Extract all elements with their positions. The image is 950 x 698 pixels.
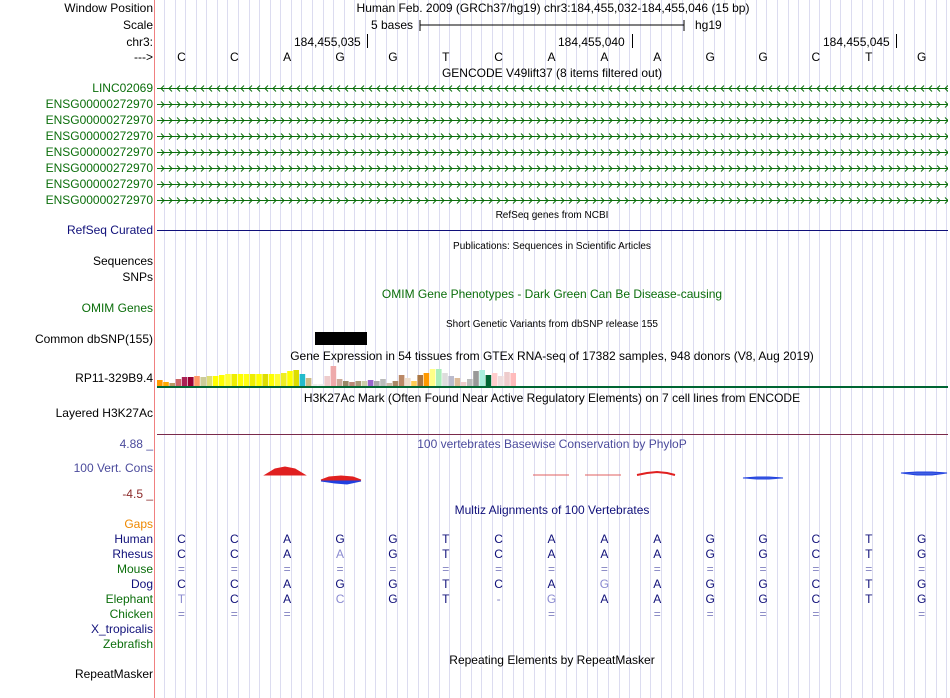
window-position-value: Human Feb. 2009 (GRCh37/hg19) chr3:184,455,032-184,455,046 (15 bp) — [356, 1, 750, 15]
phylop-label[interactable]: 100 Vert. Cons — [73, 461, 153, 475]
gtex-tissue-bar[interactable] — [287, 371, 293, 386]
gencode-track-label[interactable]: ENSG00000272970 — [45, 113, 153, 127]
multiz-species-label[interactable]: Rhesus — [112, 547, 153, 561]
position-tick-1: 184,455,035 — [294, 35, 361, 49]
multiz-base: A — [600, 547, 609, 561]
reference-base: C — [494, 50, 503, 64]
gtex-tissue-bar[interactable] — [399, 375, 405, 386]
multiz-species-label[interactable]: Chicken — [109, 607, 153, 621]
publications-snps-label[interactable]: SNPs — [122, 270, 153, 284]
position-tick-mark-3 — [896, 34, 897, 48]
multiz-base: = — [759, 562, 767, 576]
multiz-base: = — [918, 607, 926, 621]
h3k27ac-label[interactable]: Layered H3K27Ac — [55, 406, 153, 420]
multiz-base: = — [812, 562, 820, 576]
gtex-tissue-bar[interactable] — [213, 376, 219, 386]
gtex-tissue-bar[interactable] — [300, 374, 306, 386]
gtex-tissue-bar[interactable] — [293, 370, 299, 386]
multiz-base: G — [916, 592, 927, 606]
multiz-base: G — [388, 592, 398, 606]
scale-label: Scale — [122, 18, 153, 32]
gtex-tissue-bar[interactable] — [486, 375, 492, 386]
gencode-track-label[interactable]: ENSG00000272970 — [45, 97, 153, 111]
gencode-track-label[interactable]: LINC02069 — [92, 81, 153, 95]
reference-base: T — [442, 50, 450, 64]
multiz-base: C — [494, 547, 503, 561]
dbsnp-variant-block[interactable] — [315, 332, 367, 345]
multiz-base: C — [229, 592, 239, 606]
multiz-base: A — [547, 577, 556, 591]
gtex-tissue-bar[interactable] — [467, 379, 473, 386]
gtex-tissue-bar[interactable] — [324, 376, 330, 386]
multiz-base: A — [600, 592, 609, 606]
reference-base: A — [283, 50, 292, 64]
reference-base: C — [811, 50, 821, 64]
multiz-base: C — [229, 577, 239, 591]
multiz-base: = — [442, 562, 450, 576]
gencode-track-feature[interactable] — [157, 83, 948, 94]
gtex-tissue-bar[interactable] — [194, 376, 200, 386]
gencode-track-feature[interactable] — [157, 131, 948, 142]
multiz-base: C — [335, 592, 345, 606]
multiz-base: G — [705, 547, 715, 561]
multiz-base: T — [865, 592, 873, 606]
multiz-base: G — [599, 577, 610, 591]
multiz-base: A — [653, 577, 662, 591]
multiz-base: = — [230, 607, 238, 621]
multiz-base: G — [335, 532, 345, 546]
gtex-bar-chart[interactable] — [157, 365, 557, 386]
gtex-title: Gene Expression in 54 tissues from GTEx RNA-seq of 17382 samples, 948 donors (V8, Aug 2019) — [290, 349, 814, 363]
gtex-label[interactable]: RP11-329B9.4 — [75, 371, 153, 385]
multiz-base: = — [389, 562, 397, 576]
multiz-base: G — [758, 592, 768, 606]
gtex-baseline — [157, 386, 948, 388]
reference-base: A — [653, 50, 662, 64]
scale-value: 5 bases — [371, 18, 414, 32]
gtex-tissue-bar[interactable] — [275, 374, 281, 386]
gtex-tissue-bar[interactable] — [281, 373, 287, 386]
position-tick-2: 184,455,040 — [558, 35, 625, 49]
multiz-base: G — [335, 577, 345, 591]
multiz-base: = — [495, 562, 503, 576]
refseq-line — [157, 230, 948, 231]
repeatmasker-label[interactable]: RepeatMasker — [74, 667, 153, 681]
gtex-tissue-bar[interactable] — [269, 374, 275, 386]
gtex-tissue-bar[interactable] — [510, 373, 516, 386]
window-position-label: Window Position — [64, 1, 153, 15]
reference-base: C — [229, 50, 239, 64]
gencode-track-feature[interactable] — [157, 195, 948, 206]
multiz-base: = — [706, 607, 714, 621]
scale-assembly: hg19 — [695, 18, 722, 32]
h3k27ac-baseline — [157, 434, 948, 435]
phylop-max: 4.88 _ — [119, 437, 153, 451]
multiz-base: = — [918, 562, 926, 576]
gaps-label[interactable]: Gaps — [124, 517, 153, 531]
multiz-base: T — [865, 577, 873, 591]
gencode-track-label[interactable]: ENSG00000272970 — [45, 177, 153, 191]
multiz-species-label[interactable]: Mouse — [116, 562, 153, 576]
reference-base: G — [388, 50, 398, 64]
gtex-tissue-bar[interactable] — [244, 374, 250, 386]
reference-base: C — [177, 50, 186, 64]
multiz-base: = — [336, 562, 344, 576]
multiz-base: C — [811, 577, 821, 591]
multiz-base: A — [547, 532, 556, 546]
gtex-tissue-bar[interactable] — [479, 370, 485, 386]
dbsnp-title: Short Genetic Variants from dbSNP release 155 — [446, 319, 658, 330]
gencode-track-feature[interactable] — [157, 147, 948, 158]
position-tick-3: 184,455,045 — [823, 35, 890, 49]
multiz-base: A — [547, 547, 556, 561]
multiz-base: A — [283, 532, 292, 546]
gtex-tissue-bar[interactable] — [207, 376, 213, 386]
reference-base: A — [600, 50, 609, 64]
gtex-tissue-bar[interactable] — [306, 378, 312, 386]
multiz-base: G — [705, 577, 715, 591]
multiz-base: C — [229, 547, 239, 561]
multiz-base: C — [229, 532, 239, 546]
multiz-species-label[interactable]: Elephant — [105, 592, 153, 606]
multiz-base: = — [548, 607, 556, 621]
gtex-tissue-bar[interactable] — [182, 377, 188, 386]
label-separator — [154, 0, 155, 698]
multiz-base: = — [177, 607, 185, 621]
gencode-track-feature[interactable] — [157, 179, 948, 190]
multiz-base: C — [811, 532, 821, 546]
gtex-tissue-bar[interactable] — [504, 372, 510, 386]
multiz-base: G — [758, 577, 768, 591]
multiz-base: = — [706, 562, 714, 576]
multiz-base: = — [865, 562, 873, 576]
multiz-base: A — [653, 547, 662, 561]
multiz-base: A — [653, 532, 662, 546]
multiz-base: G — [388, 532, 398, 546]
gtex-tissue-bar[interactable] — [498, 376, 504, 386]
gtex-tissue-bar[interactable] — [331, 366, 337, 386]
reference-base: A — [547, 50, 556, 64]
multiz-base: = — [600, 562, 608, 576]
multiz-base: C — [494, 577, 503, 591]
multiz-base: T — [865, 547, 873, 561]
multiz-base: T — [177, 592, 186, 606]
multiz-base: T — [442, 577, 450, 591]
multiz-title: Multiz Alignments of 100 Vertebrates — [454, 503, 650, 517]
multiz-base: = — [230, 562, 238, 576]
multiz-base: G — [916, 532, 927, 546]
chrom-label: chr3: — [126, 35, 153, 49]
multiz-base: = — [653, 607, 661, 621]
multiz-base: T — [442, 592, 450, 606]
multiz-base: = — [759, 607, 767, 621]
refseq-title: RefSeq genes from NCBI — [495, 210, 609, 221]
gtex-tissue-bar[interactable] — [250, 374, 256, 386]
publications-sequences-label[interactable]: Sequences — [92, 254, 153, 268]
multiz-base: G — [916, 577, 927, 591]
position-tick-mark-1 — [367, 34, 368, 48]
multiz-base: A — [653, 592, 662, 606]
gtex-tissue-bar[interactable] — [231, 374, 237, 386]
multiz-base: G — [705, 532, 715, 546]
multiz-base: G — [758, 532, 768, 546]
gtex-tissue-bar[interactable] — [200, 377, 206, 386]
gtex-tissue-bar[interactable] — [219, 375, 225, 386]
multiz-base: C — [494, 532, 503, 546]
multiz-base: A — [336, 547, 345, 561]
gtex-tissue-bar[interactable] — [405, 378, 411, 386]
gtex-tissue-bar[interactable] — [176, 379, 182, 386]
multiz-base: G — [916, 547, 927, 561]
gtex-tissue-bar[interactable] — [448, 376, 454, 386]
phylop-min: -4.5 _ — [122, 487, 153, 501]
gtex-tissue-bar[interactable] — [442, 373, 448, 386]
gtex-tissue-bar[interactable] — [417, 375, 423, 386]
gencode-track-feature[interactable] — [157, 163, 948, 174]
publications-title: Publications: Sequences in Scientific Articles — [453, 241, 651, 252]
multiz-species-label[interactable]: Dog — [130, 577, 153, 591]
multiz-base: G — [546, 592, 557, 606]
multiz-base: A — [283, 547, 292, 561]
reference-base: G — [758, 50, 768, 64]
gencode-title: GENCODE V49lift37 (8 items filtered out) — [441, 66, 663, 80]
gencode-track-label[interactable]: ENSG00000272970 — [45, 161, 153, 175]
reference-base: G — [705, 50, 715, 64]
strand-label: ---> — [134, 50, 153, 64]
gtex-tissue-bar[interactable] — [430, 369, 436, 386]
gencode-track-feature[interactable] — [157, 115, 948, 126]
multiz-species-label[interactable]: X_tropicalis — [90, 622, 153, 636]
multiz-base: C — [177, 577, 186, 591]
multiz-base: C — [177, 547, 186, 561]
omim-title: OMIM Gene Phenotypes - Dark Green Can Be Disease-causing — [381, 287, 723, 301]
gencode-track-label[interactable]: ENSG00000272970 — [45, 145, 153, 159]
multiz-base: A — [283, 577, 292, 591]
multiz-species-label[interactable]: Human — [114, 532, 153, 546]
h3k27ac-title: H3K27Ac Mark (Often Found Near Active Regulatory Elements) on 7 cell lines from ENCODE — [303, 391, 801, 405]
gtex-tissue-bar[interactable] — [225, 374, 231, 386]
multiz-base: T — [442, 547, 450, 561]
gtex-tissue-bar[interactable] — [337, 379, 343, 386]
phylop-wiggle[interactable] — [157, 460, 948, 490]
multiz-base: = — [283, 607, 291, 621]
reference-base: G — [916, 50, 927, 64]
multiz-base: - — [496, 592, 501, 606]
multiz-base: G — [758, 547, 768, 561]
gtex-tissue-bar[interactable] — [380, 379, 386, 386]
position-tick-mark-2 — [632, 34, 633, 48]
multiz-species-label[interactable]: Zebrafish — [102, 637, 153, 651]
gtex-tissue-bar[interactable] — [455, 378, 461, 386]
gencode-track-label[interactable]: ENSG00000272970 — [45, 193, 153, 207]
gtex-tissue-bar[interactable] — [492, 373, 498, 386]
multiz-base: A — [600, 532, 609, 546]
gtex-tissue-bar[interactable] — [256, 374, 262, 386]
reference-base: G — [335, 50, 345, 64]
multiz-base: = — [177, 562, 185, 576]
gtex-tissue-bar[interactable] — [424, 373, 430, 386]
dbsnp-label[interactable]: Common dbSNP(155) — [34, 332, 153, 346]
multiz-base: C — [811, 592, 821, 606]
gtex-tissue-bar[interactable] — [262, 374, 268, 386]
multiz-base: G — [388, 577, 398, 591]
multiz-base: C — [811, 547, 821, 561]
multiz-base: = — [653, 562, 661, 576]
multiz-base: T — [442, 532, 450, 546]
gtex-tissue-bar[interactable] — [436, 369, 442, 386]
gtex-tissue-bar[interactable] — [188, 377, 194, 386]
scale-bar — [418, 18, 688, 32]
multiz-base: = — [812, 607, 820, 621]
multiz-base: G — [705, 592, 715, 606]
gtex-tissue-bar[interactable] — [238, 374, 244, 386]
gencode-track-label[interactable]: ENSG00000272970 — [45, 129, 153, 143]
phylop-title: 100 vertebrates Basewise Conservation by PhyloP — [417, 437, 687, 451]
multiz-base: C — [177, 532, 186, 546]
multiz-base: A — [283, 592, 292, 606]
reference-base: T — [865, 50, 873, 64]
refseq-label[interactable]: RefSeq Curated — [66, 223, 153, 237]
multiz-base: G — [388, 547, 398, 561]
gtex-tissue-bar[interactable] — [473, 371, 479, 386]
multiz-base: = — [548, 562, 556, 576]
multiz-base: = — [283, 562, 291, 576]
multiz-base: T — [865, 532, 873, 546]
repeatmasker-title: Repeating Elements by RepeatMasker — [449, 653, 655, 667]
omim-label[interactable]: OMIM Genes — [81, 301, 153, 315]
gencode-track-feature[interactable] — [157, 99, 948, 110]
